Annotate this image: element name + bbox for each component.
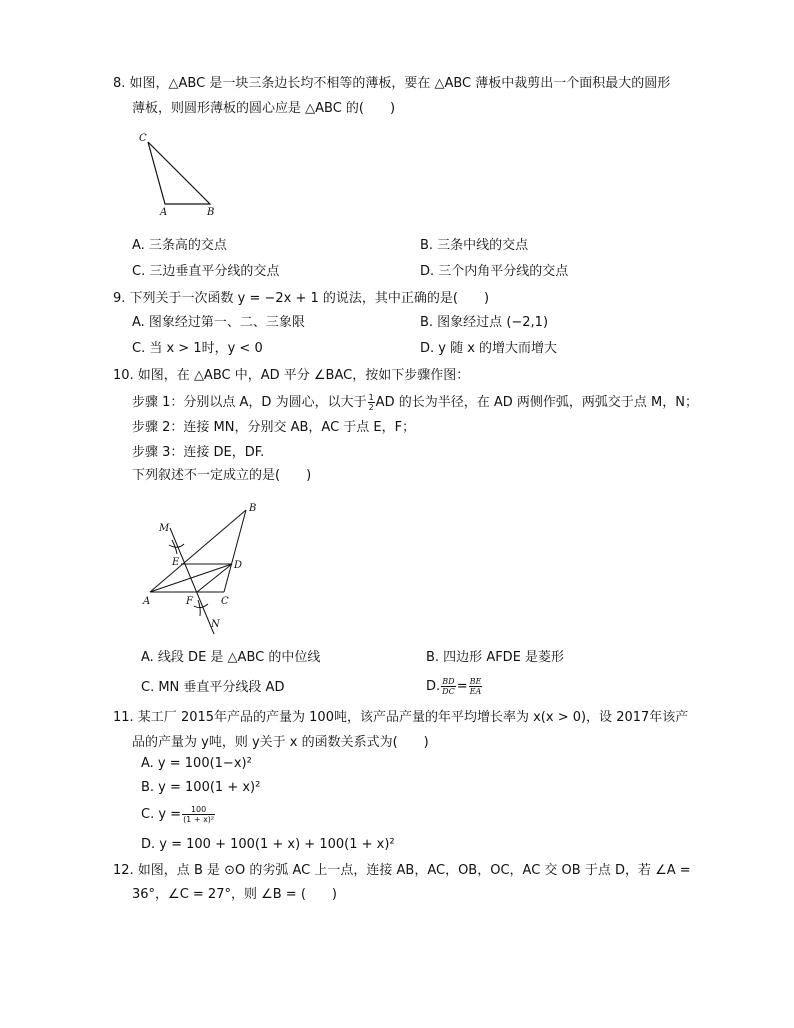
q10-option-b[interactable]: B. 四边形 AFDE 是菱形 bbox=[426, 650, 565, 665]
q10-label-b: B bbox=[249, 503, 257, 514]
q10-option-d-prefix: D. bbox=[426, 679, 441, 694]
q10-option-a[interactable]: A. 线段 DE 是 △ABC 的中位线 bbox=[141, 650, 321, 665]
q10-stem: 10. 如图，在 △ABC 中，AD 平分 ∠BAC，按如下步骤作图： bbox=[113, 368, 470, 383]
q10-step1-pre: 步骤 1：分别以点 A，D 为圆心，以大于 bbox=[132, 395, 367, 410]
q8-label-b: B bbox=[207, 207, 215, 218]
q10-label-m: M bbox=[159, 523, 170, 534]
q8-label-c: C bbox=[139, 133, 147, 144]
q10-label-c: C bbox=[221, 596, 229, 607]
q8-option-a[interactable]: A. 三条高的交点 bbox=[132, 238, 227, 253]
q10-step1 bbox=[132, 393, 698, 412]
q10-label-f: F bbox=[186, 596, 193, 607]
q10-option-c[interactable]: C. MN 垂直平分线段 AD bbox=[141, 680, 285, 695]
q10-d-frac1-num: BD bbox=[442, 677, 455, 686]
q10-d-frac2-num: BE bbox=[469, 677, 482, 686]
q12-stem-line1: 12. 如图，点 B 是 ⊙O 的劣弧 AC 上一点，连接 AB，AC，OB，OC，AC 交 OB 于点 D，若 ∠A = bbox=[113, 863, 691, 878]
q10-d-frac2-den: EA bbox=[469, 687, 482, 696]
q11-stem-line1: 11. 某工厂 2015年产品的产量为 100吨，该产品产量的年平均增长率为 x(x > 0)，设 2017年该产 bbox=[113, 710, 689, 725]
q11-c-num: 100 bbox=[182, 805, 215, 815]
q10-step3: 步骤 3：连接 DE，DF. bbox=[132, 445, 265, 460]
q11-option-c-fraction bbox=[182, 805, 215, 824]
q9-option-a[interactable]: A. 图象经过第一、二、三象限 bbox=[132, 315, 305, 330]
q10-label-d: D bbox=[234, 560, 243, 571]
q10-label-a: A bbox=[143, 596, 151, 607]
q9-stem: 9. 下列关于一次函数 y = −2x + 1 的说法，其中正确的是( ) bbox=[113, 291, 490, 306]
q9-option-d[interactable]: D. y 随 x 的增大而增大 bbox=[420, 341, 558, 356]
q8-option-c[interactable]: C. 三边垂直平分线的交点 bbox=[132, 264, 280, 279]
q10-construction-figure bbox=[138, 498, 268, 638]
q11-c-den: (1 + x)² bbox=[183, 815, 215, 824]
q10-label-n: N bbox=[211, 619, 220, 630]
q12-stem-line2: 36°，∠C = 27°，则 ∠B = ( ) bbox=[132, 887, 337, 902]
q10-label-e: E bbox=[172, 557, 180, 568]
q9-option-b[interactable]: B. 图象经过点 (−2,1) bbox=[420, 315, 549, 330]
q10-frac-den: 2 bbox=[368, 403, 374, 412]
q8-triangle-figure bbox=[130, 128, 230, 223]
q11-stem-line2: 品的产量为 y吨，则 y关于 x 的函数关系式为( ) bbox=[132, 735, 429, 750]
q9-option-c[interactable]: C. 当 x > 1时，y < 0 bbox=[132, 341, 263, 356]
q10-d-frac1-den: DC bbox=[442, 687, 455, 696]
q8-option-b[interactable]: B. 三条中线的交点 bbox=[420, 238, 529, 253]
q10-option-d-eq: = bbox=[456, 679, 468, 694]
q10-option-d-frac1 bbox=[441, 677, 456, 696]
q10-ask: 下列叙述不一定成立的是( ) bbox=[132, 468, 312, 483]
q8-stem-line2: 薄板，则圆形薄板的圆心应是 △ABC 的( ) bbox=[132, 101, 396, 116]
q10-step1-fraction bbox=[368, 393, 375, 412]
q8-triangle bbox=[148, 142, 210, 204]
q8-option-d[interactable]: D. 三个内角平分线的交点 bbox=[420, 264, 569, 279]
q10-step1-post: AD 的长为半径，在 AD 两侧作弧，两弧交于点 M，N； bbox=[375, 395, 698, 410]
q11-option-c-prefix: C. y = bbox=[141, 807, 182, 822]
q10-frac-num: 1 bbox=[368, 393, 374, 402]
q10-option-d-frac2 bbox=[469, 677, 483, 696]
q8-label-a: A bbox=[160, 207, 168, 218]
q10-step2: 步骤 2：连接 MN，分别交 AB，AC 于点 E，F； bbox=[132, 420, 416, 435]
q11-option-d[interactable]: D. y = 100 + 100(1 + x) + 100(1 + x)² bbox=[141, 837, 395, 852]
q10-option-d[interactable] bbox=[426, 677, 483, 696]
q11-option-a[interactable]: A. y = 100(1−x)² bbox=[141, 756, 252, 771]
q8-stem-line1: 8. 如图，△ABC 是一块三条边长均不相等的薄板，要在 △ABC 薄板中裁剪出一个面积最大的圆形 bbox=[113, 76, 671, 91]
q11-option-b[interactable]: B. y = 100(1 + x)² bbox=[141, 780, 261, 795]
q11-option-c[interactable] bbox=[141, 805, 216, 824]
